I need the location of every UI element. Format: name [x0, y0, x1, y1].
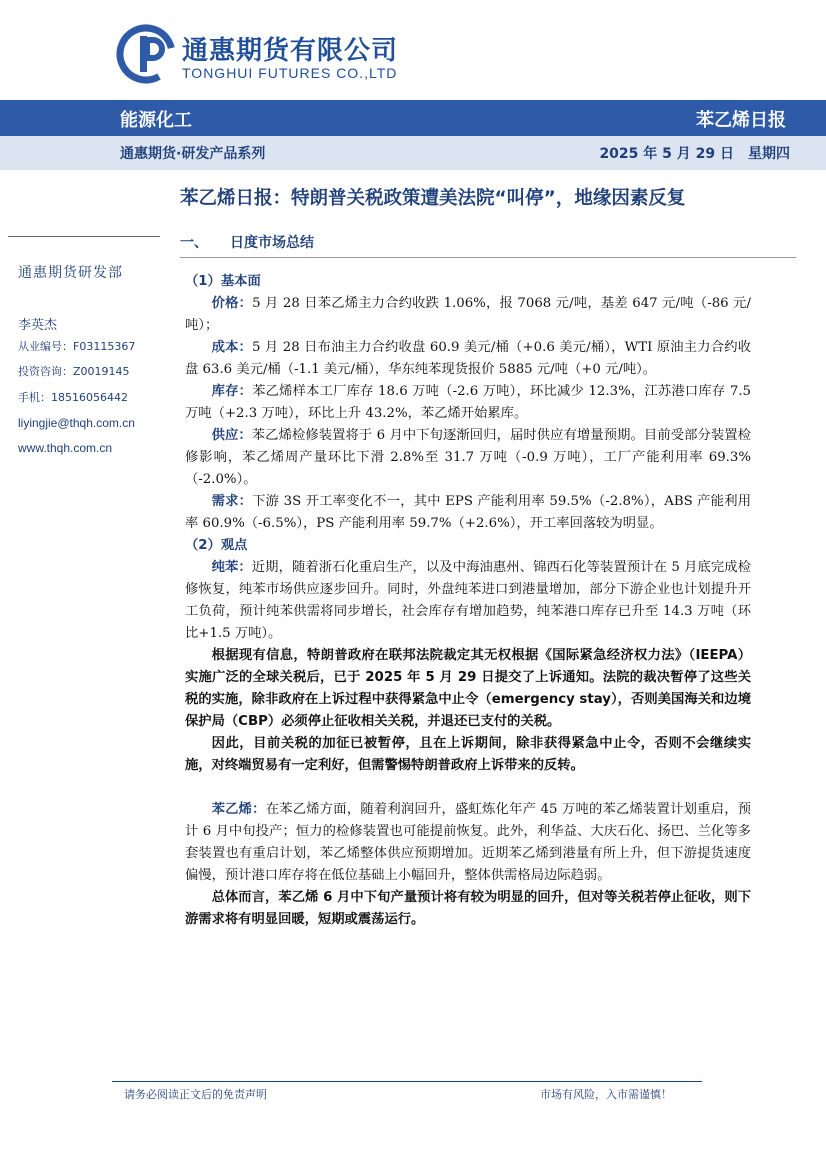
sidebar-website[interactable]: www.thqh.com.cn — [18, 441, 113, 455]
tonghui-logo-icon — [116, 24, 176, 84]
benzene-label: 纯苯： — [211, 560, 252, 575]
price-paragraph — [185, 293, 751, 337]
supply-paragraph — [185, 425, 751, 491]
benzene-paragraph — [185, 557, 751, 645]
price-label: 价格： — [211, 296, 253, 311]
demand-label: 需求： — [211, 494, 253, 509]
report-body — [185, 271, 751, 931]
inventory-text: 苯乙烯样本工厂库存 18.6 万吨（-2.6 万吨），环比减少 12.3%，江苏港口库存 7.5 万吨（+2.3 万吨），环比上升 43.2%，苯乙烯开始累库。 — [185, 384, 752, 421]
report-date — [599, 143, 790, 163]
demand-text: 下游 3S 开工率变化不一，其中 EPS 产能利用率 59.5%（-2.8%），ABS 产能利用率 60.9%（-6.5%），PS 产能利用率 59.7%（+2.6%），开工率回落较为明显。 — [185, 494, 752, 531]
sidebar-email[interactable]: liyingjie@thqh.com.cn — [18, 416, 135, 430]
price-text: 5 月 28 日苯乙烯主力合约收跌 1.06%，报 7068 元/吨，基差 647 元/吨（-86 元/吨）； — [185, 296, 752, 333]
styrene-text: 在苯乙烯方面，随着利润回升，盛虹炼化年产 45 万吨的苯乙烯装置计划重启，预计 6 月中旬投产；恒力的检修装置也可能提前恢复。此外，利华益、大庆石化、扬巴、兰化等多套装置也有重启计划，苯乙烯整体供应预期增加。近期苯乙烯到港量有所上升，但下游提货速度偏慢，预计港口库存将在低位基础上小幅回升，整体供需格局边际趋弱。 — [185, 802, 752, 883]
basics-heading: （1）基本面 — [185, 274, 261, 289]
weekday-text: 星期四 — [748, 146, 790, 162]
sidebar-consult: 投资咨询：Z0019145 — [18, 365, 130, 378]
cost-text: 5 月 28 日布油主力合约收盘 60.9 美元/桶（+0.6 美元/桶），WTI 原油主力合约收盘 63.6 美元/桶（-1.1 美元/桶），华东纯苯现货报价 5885 元/吨（+0 元/吨）。 — [185, 340, 751, 377]
date-text: 2025 年 5 月 29 日 — [599, 146, 734, 162]
company-name-en: TONGHUI FUTURES CO.,LTD — [182, 65, 398, 81]
cost-label: 成本： — [211, 340, 253, 355]
page-title: 苯乙烯日报：特朗普关税政策遭美法院“叫停”，地缘因素反复 — [180, 188, 686, 209]
footer-disclaimer: 请务必阅读正文后的免责声明 — [124, 1088, 267, 1101]
styrene-label: 苯乙烯： — [211, 802, 266, 817]
sidebar-analyst: 李英杰 — [18, 318, 58, 333]
section-divider — [180, 257, 796, 258]
report-series: 通惠期货·研发产品系列 — [120, 146, 266, 162]
supply-label: 供应： — [211, 428, 252, 443]
sidebar-license: 从业编号：F03115367 — [18, 340, 136, 353]
section-title: 日度市场总结 — [230, 235, 314, 251]
report-category: 能源化工 — [120, 110, 192, 131]
conclusion-paragraph: 总体而言，苯乙烯 6 月中下旬产量预计将有较为明显的回升，但对等关税若停止征收，则下游需求将有明显回暖，短期或震荡运行。 — [185, 890, 751, 927]
paragraph-gap — [185, 777, 751, 799]
section-heading — [180, 232, 314, 252]
footer-risk-notice: 市场有风险，入市需谨慎！ — [540, 1088, 672, 1101]
tariff-conclusion-paragraph: 因此，目前关税的加征已被暂停，且在上诉期间，除非获得紧急中止令，否则不会继续实施，对终端贸易有一定利好，但需警惕特朗普政府上诉带来的反转。 — [185, 736, 751, 773]
section-number: 一、 — [180, 235, 208, 251]
inventory-label: 库存： — [211, 384, 253, 399]
sidebar-phone: 手机：18516056442 — [18, 391, 128, 404]
tariff-paragraph: 根据现有信息，特朗普政府在联邦法院裁定其无权根据《国际紧急经济权力法》（IEEPA）实施广泛的全球关税后，已于 2025 年 5 月 29 日提交了上诉通知。法院的裁决暂停了这些关税的实施，除非政府在上诉过程中获得紧急中止令（emergency stay），否则美国海关和边境保护局（CBP）必须停止征收相关关税，并退还已支付的关税。 — [185, 648, 751, 729]
demand-paragraph — [185, 491, 751, 535]
supply-text: 苯乙烯检修装置将于 6 月中下旬逐渐回归，届时供应有增量预期。目前受部分装置检修影响，苯乙烯周产量环比下滑 2.8%至 31.7 万吨（-0.9 万吨），工厂产能利用率 69.3%（-2.0%）。 — [185, 428, 751, 487]
benzene-text: 近期，随着浙石化重启生产，以及中海油惠州、锦西石化等装置预计在 5 月底完成检修恢复，纯苯市场供应逐步回升。同时，外盘纯苯进口到港量增加，部分下游企业也计划提升开工负荷，预计纯苯供需将同步增长，社会库存有增加趋势，纯苯港口库存已升至 14.3 万吨（环比+1.5 万吨）。 — [185, 560, 751, 641]
company-name-cn: 通惠期货有限公司 — [182, 36, 399, 66]
sidebar-dept: 通惠期货研发部 — [18, 265, 123, 281]
footer-divider — [112, 1081, 702, 1082]
styrene-paragraph — [185, 799, 751, 887]
views-heading: （2）观点 — [185, 538, 248, 553]
sidebar-divider — [8, 236, 160, 237]
cost-paragraph — [185, 337, 751, 381]
inventory-paragraph — [185, 381, 751, 425]
report-type: 苯乙烯日报 — [696, 110, 786, 131]
